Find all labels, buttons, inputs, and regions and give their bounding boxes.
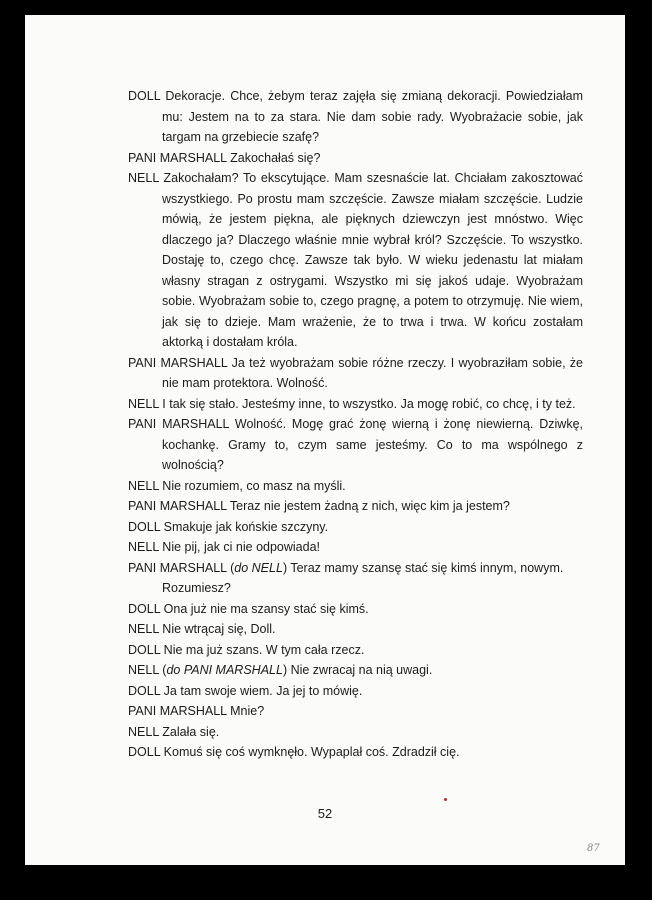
speaker-name: NELL: [128, 396, 159, 411]
speaker-name: DOLL: [128, 601, 161, 616]
speaker-name: DOLL: [128, 89, 161, 103]
dialogue-text: Wolność. Mogę grać żonę wierną i żonę niewierną. Dziwkę, kochankę. Gramy to, czym same jesteśmy. Co to ma wspólnego z wolnością?: [162, 417, 584, 472]
dialogue-text: Nie ma już szans. W tym cała rzecz.: [160, 642, 365, 657]
dialogue-text: Komuś się coś wymknęło. Wypaplał coś. Zdradził cię.: [160, 745, 460, 759]
direction-open: (: [226, 560, 235, 575]
dialogue-line: [128, 660, 583, 681]
stage-direction: do NELL: [234, 560, 283, 575]
dialogue-line: [128, 701, 583, 722]
dialogue-text: Zakochałam? To ekscytujące. Mam szesnaście lat. Chciałam zakosztować wszystkiego. Po prostu mam szczęście. Zawsze miałam szczęście. Ludzie mówią, że jestem piękna, ale pięknych dziewczyn jest mnóstwo. Więc dlaczego ja? Dlaczego właśnie mnie wybrał król? Szczęście. To wszystko. Dostaję to, czego chcę. Zawsze tak było. W wieku jedenastu lat miałam własny stragan z ostrygami. Wszystko mi się jakoś udaje. Wyobrażam sobie. Wyobrażam sobie to, czego pragnę, a potem to otrzymuję. Nie wiem, jak się to dzieje. Mam wrażenie, że to trwa i trwa. W końcu zostałam aktorką i dostałam króla.: [158, 171, 583, 349]
speaker-name: PANI MARSHALL: [128, 355, 228, 370]
script-body: [128, 86, 583, 763]
dialogue-line: [128, 496, 583, 517]
speaker-name: NELL: [128, 663, 159, 677]
document-page: [25, 15, 625, 865]
speaker-name: NELL: [128, 540, 159, 554]
ink-dot: [444, 798, 447, 801]
speaker-name: NELL: [128, 478, 159, 493]
dialogue-text: Ja też wyobrażam sobie różne rzeczy. I wyobraziłam sobie, że nie mam protektora. Wolność.: [162, 355, 583, 390]
dialogue-line: [128, 148, 583, 169]
speaker-name: NELL: [128, 724, 159, 739]
dialogue-line: [128, 681, 583, 702]
dialogue-line: [128, 414, 583, 476]
dialogue-text: Nie pij, jak ci nie odpowiada!: [158, 540, 321, 554]
dialogue-text: Nie wtrącaj się, Doll.: [158, 622, 276, 636]
dialogue-text: Ona już nie ma szansy stać się kimś.: [160, 601, 369, 616]
speaker-name: PANI MARSHALL: [128, 560, 227, 575]
speaker-name: DOLL: [128, 642, 161, 657]
dialogue-text: Mnie?: [226, 704, 265, 718]
dialogue-text: ) Nie zwracaj na nią uwagi.: [282, 663, 433, 677]
pencil-margin-note: 87: [587, 843, 600, 854]
stage-direction: do PANI MARSHALL: [166, 663, 283, 677]
dialogue-line: [128, 86, 583, 148]
speaker-name: PANI MARSHALL: [128, 704, 227, 718]
dialogue-line: [128, 353, 583, 394]
speaker-name: DOLL: [128, 683, 161, 698]
direction-open: (: [158, 663, 167, 677]
speaker-name: PANI MARSHALL: [128, 417, 230, 431]
dialogue-line: [128, 537, 583, 558]
speaker-name: DOLL: [128, 745, 161, 759]
dialogue-line: [128, 168, 583, 353]
speaker-name: NELL: [128, 622, 159, 636]
dialogue-line: [128, 558, 583, 599]
dialogue-text: Nie rozumiem, co masz na myśli.: [158, 478, 346, 493]
dialogue-line: [128, 517, 583, 538]
dialogue-line: [128, 599, 583, 620]
dialogue-text: Dekoracje. Chce, żebym teraz zajęła się zmianą dekoracji. Powiedziałam mu: Jestem na to za stara. Nie dam sobie rady. Wyobrażacie sobie, jak targam na grzebiecie szafę?: [160, 89, 583, 144]
dialogue-line: [128, 619, 583, 640]
dialogue-text: Smakuje jak końskie szczyny.: [160, 519, 329, 534]
speaker-name: PANI MARSHALL: [128, 150, 227, 165]
dialogue-text: Zalała się.: [158, 724, 220, 739]
speaker-name: DOLL: [128, 519, 161, 534]
dialogue-line: [128, 722, 583, 743]
dialogue-text: I tak się stało. Jesteśmy inne, to wszystko. Ja mogę robić, co chcę, i ty też.: [158, 396, 576, 411]
dialogue-text: Teraz nie jestem żadną z nich, więc kim ja jestem?: [226, 499, 510, 513]
dialogue-text: Ja tam swoje wiem. Ja jej to mówię.: [160, 683, 363, 698]
dialogue-line: [128, 742, 583, 763]
speaker-name: PANI MARSHALL: [128, 499, 227, 513]
dialogue-text: Zakochałaś się?: [226, 150, 321, 165]
dialogue-text: ) Teraz mamy szansę stać się kimś innym, nowym. Rozumiesz?: [162, 560, 564, 595]
speaker-name: NELL: [128, 171, 159, 185]
page-number: 52: [317, 806, 333, 821]
dialogue-line: [128, 640, 583, 661]
dialogue-line: [128, 476, 583, 497]
dialogue-line: [128, 394, 583, 415]
